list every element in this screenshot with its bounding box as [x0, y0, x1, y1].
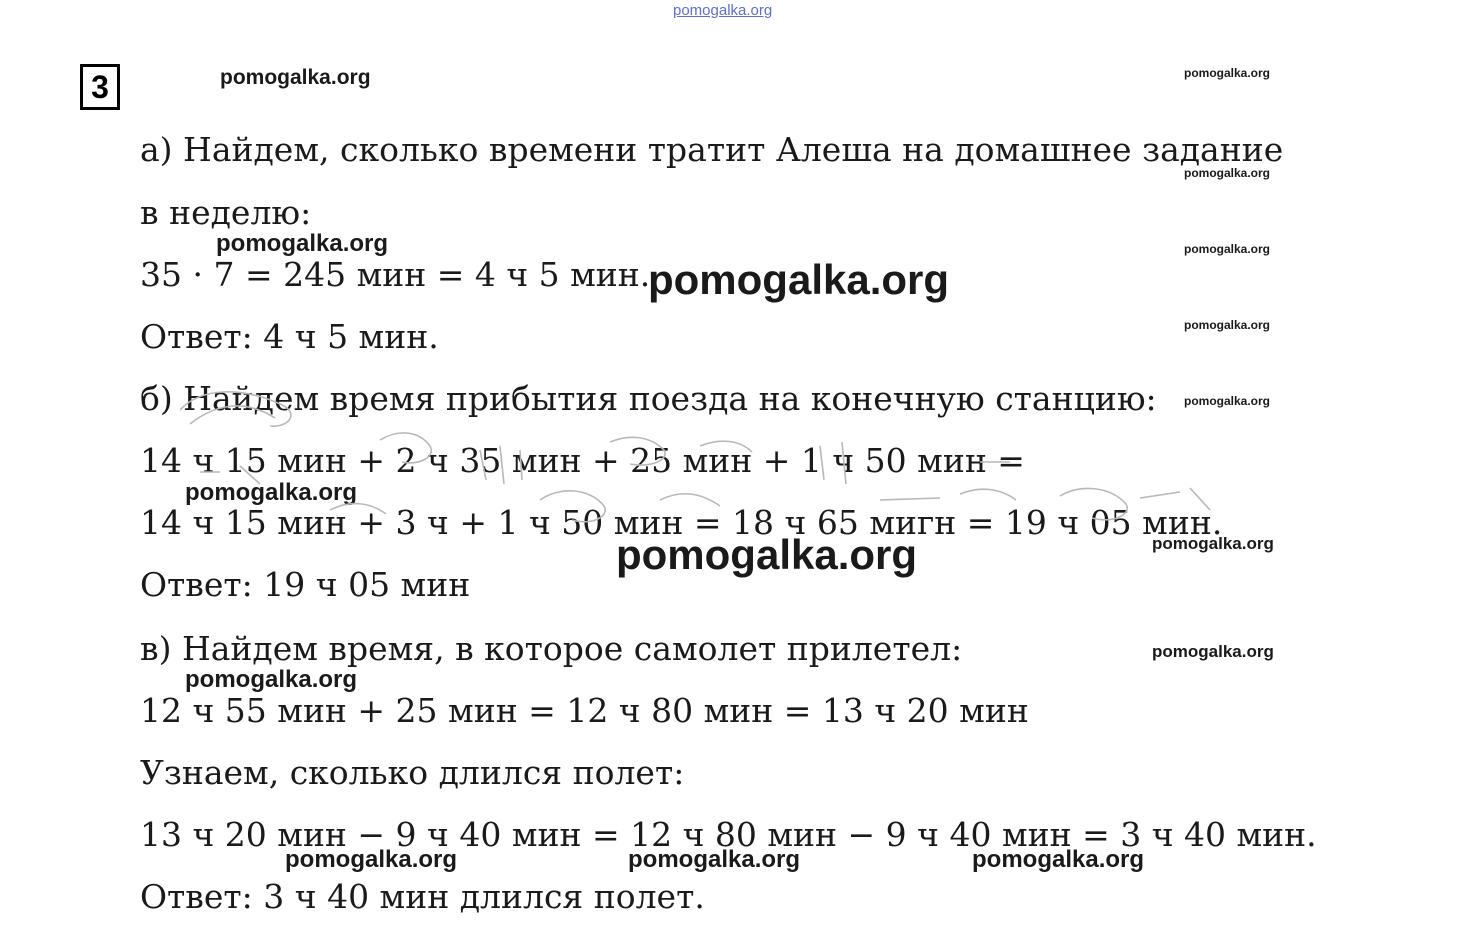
part-b-answer: Ответ: 19 ч 05 мин [140, 565, 471, 604]
watermark: pomogalka.org [1184, 166, 1271, 180]
watermark: pomogalka.org [1152, 642, 1274, 661]
watermark: pomogalka.org [216, 230, 389, 257]
watermark: pomogalka.org [1184, 318, 1271, 332]
watermark: pomogalka.org [285, 846, 458, 873]
part-c-duration-calculation: 13 ч 20 мин − 9 ч 40 мин = 12 ч 80 мин − 9 ч 40 мин = 3 ч 40 мин. [140, 815, 1317, 854]
watermark: pomogalka.org [628, 846, 801, 873]
watermark: pomogalka.org [220, 66, 371, 89]
part-c-answer: Ответ: 3 ч 40 мин длился полет. [140, 877, 705, 916]
part-a-intro-line-1: а) Найдем, сколько времени тратит Алеша на домашнее задание [140, 130, 1284, 169]
part-c-intro: в) Найдем время, в которое самолет прилетел: [140, 629, 963, 668]
watermark: pomogalka.org [972, 846, 1145, 873]
part-b-intro: б) Найдем время прибытия поезда на конечную станцию: [140, 379, 1157, 418]
part-a-calculation: 35 · 7 = 245 мин = 4 ч 5 мин. [140, 255, 651, 294]
site-link-top[interactable]: pomogalka.org [673, 2, 773, 19]
part-a-answer: Ответ: 4 ч 5 мин. [140, 317, 439, 356]
watermark-large: pomogalka.org [648, 256, 950, 303]
watermark-large: pomogalka.org [616, 531, 918, 578]
watermark: pomogalka.org [1184, 66, 1271, 80]
watermark: pomogalka.org [1152, 534, 1274, 553]
part-c-duration-intro: Узнаем, сколько длился полет: [140, 753, 685, 792]
part-b-calculation-2: 14 ч 15 мин + 3 ч + 1 ч 50 мин = 18 ч 65 мигн = 19 ч 05 мин. [140, 503, 1223, 542]
watermark: pomogalka.org [185, 479, 358, 506]
part-b-calculation-1: 14 ч 15 мин + 2 ч 35 мин + 25 мин + 1 ч 50 мин = [140, 441, 1025, 480]
watermark: pomogalka.org [1184, 394, 1271, 408]
part-c-calculation: 12 ч 55 мин + 25 мин = 12 ч 80 мин = 13 ч 20 мин [140, 691, 1029, 730]
part-a-intro-line-2: в неделю: [140, 193, 312, 232]
watermark: pomogalka.org [185, 666, 358, 693]
watermark: pomogalka.org [1184, 242, 1271, 256]
task-number-badge: 3 [80, 64, 120, 110]
